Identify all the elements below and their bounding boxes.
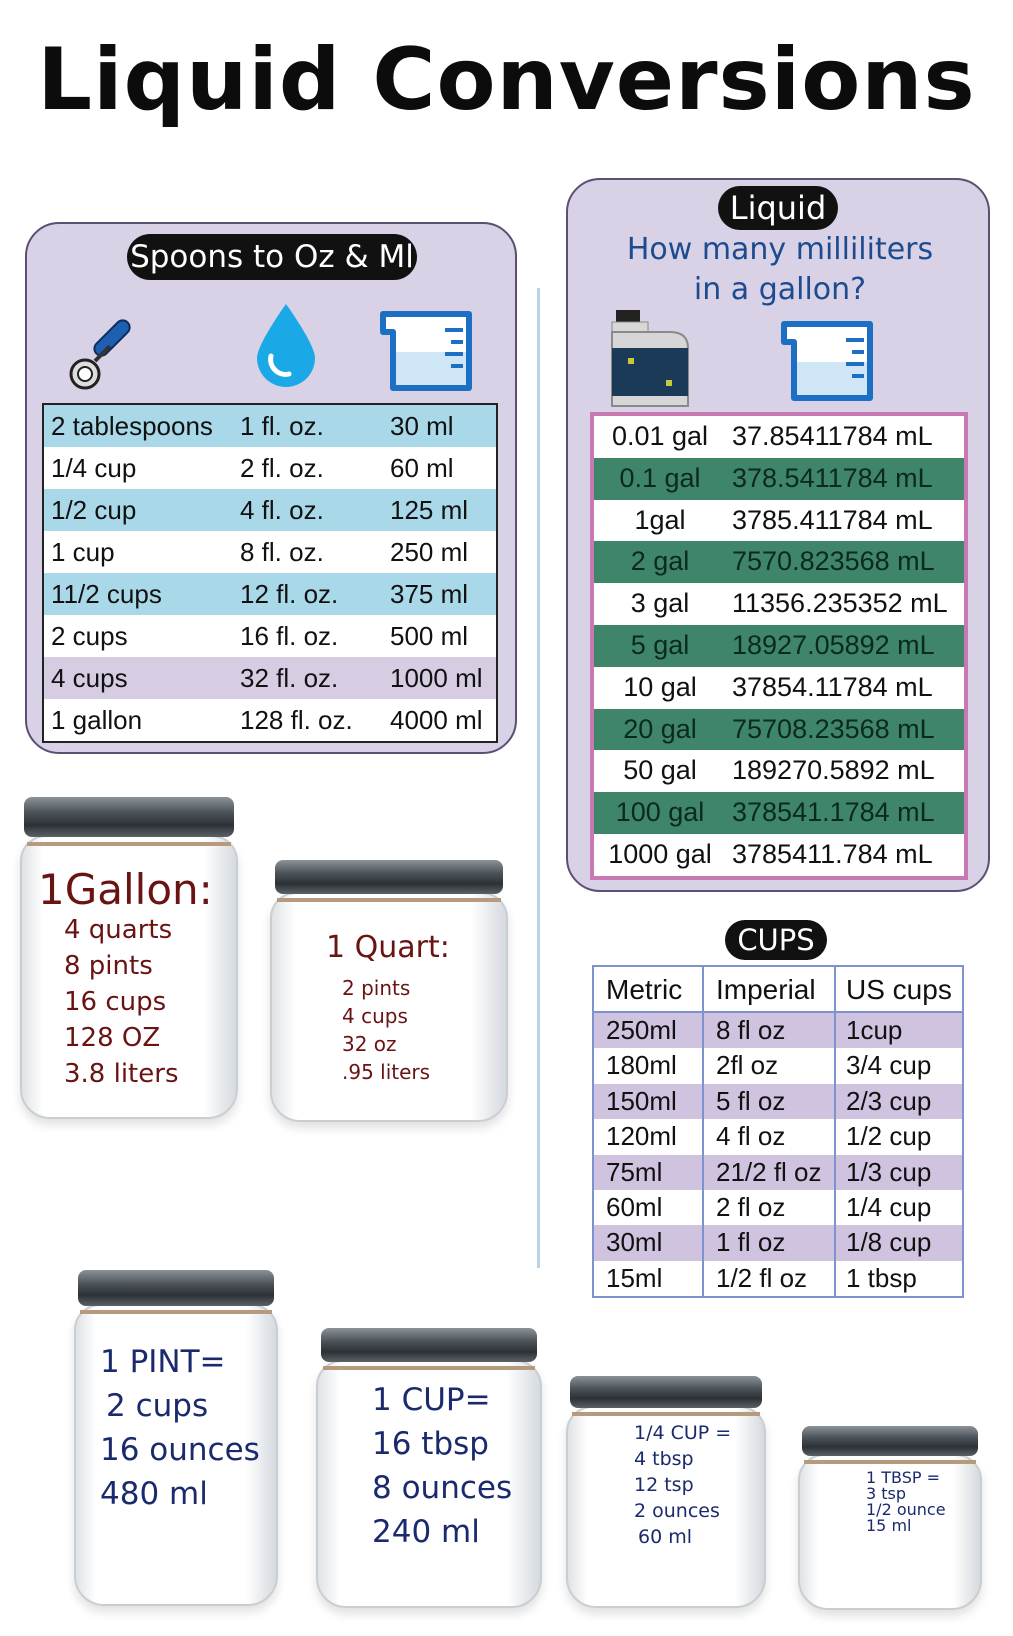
jug-icon (608, 306, 692, 415)
gallon-jar-heading: 1Gallon: (38, 865, 213, 914)
cups-table-header: Metric Imperial US cups (594, 967, 962, 1013)
table-row: 2 tablespoons 1 fl. oz. 30 ml (44, 405, 496, 447)
table-row: 60ml 2 fl oz 1/4 cup (594, 1190, 962, 1225)
jar-lid (275, 860, 504, 894)
quart-jar-heading: 1 Quart: (326, 930, 450, 965)
tbsp-jar-line: 3 tsp (866, 1484, 907, 1503)
table-row: 1 cup 8 fl. oz. 250 ml (44, 531, 496, 573)
table-row: 0.01 gal 37.85411784 mL (594, 416, 964, 458)
jar-lid (78, 1270, 274, 1306)
table-row: 0.1 gal 378.5411784 mL (594, 458, 964, 500)
jar-band (572, 1412, 760, 1416)
quarter-cup-jar (566, 1376, 766, 1608)
table-row: 1000 gal 3785411.784 mL (594, 834, 964, 876)
table-row: 5 gal 18927.05892 mL (594, 625, 964, 667)
spoons-conversion-panel (25, 222, 517, 754)
water-drop-icon (253, 302, 319, 393)
tbsp-jar-line: 1 TBSP = (866, 1468, 941, 1487)
gallon-jar (20, 797, 238, 1119)
cup-jar (316, 1328, 542, 1608)
measuring-cup-icon (776, 318, 876, 407)
pint-jar (74, 1270, 278, 1606)
cup-jar-line: 1 CUP= (372, 1382, 491, 1418)
measuring-cup-icon (375, 308, 475, 397)
table-row: 10 gal 37854.11784 mL (594, 667, 964, 709)
cups-heading: CUPS (725, 920, 827, 960)
jar-lid (24, 797, 233, 837)
table-row: 2 gal 7570.823568 mL (594, 541, 964, 583)
page-title: Liquid Conversions (37, 30, 976, 130)
table-row: 250ml 8 fl oz 1cup (594, 1013, 962, 1048)
quart-jar-line: .95 liters (342, 1060, 431, 1084)
gallon-jar-line: 16 cups (64, 987, 167, 1017)
cup-jar-line: 8 ounces (372, 1470, 513, 1506)
gallon-jar-line: 128 OZ (64, 1023, 161, 1053)
spoons-panel-heading: Spoons to Oz & Ml (127, 234, 417, 280)
jar-band (80, 1310, 272, 1314)
table-row: 75ml 21/2 fl oz 1/3 cup (594, 1155, 962, 1190)
tbsp-jar (798, 1426, 982, 1610)
table-row: 1 gallon 128 fl. oz. 4000 ml (44, 699, 496, 741)
table-row: 15ml 1/2 fl oz 1 tbsp (594, 1261, 962, 1296)
jar-lid (802, 1426, 979, 1456)
gallon-jar-line: 4 quarts (64, 915, 173, 945)
cup-jar-line: 240 ml (372, 1514, 480, 1550)
jar-band (804, 1460, 977, 1464)
jar-lid (570, 1376, 762, 1408)
quart-jar (270, 860, 508, 1122)
gallon-panel-heading: Liquid (718, 186, 838, 230)
table-row: 150ml 5 fl oz 2/3 cup (594, 1084, 962, 1119)
cup-jar-line: 16 tbsp (372, 1426, 489, 1462)
jar-band (277, 898, 501, 902)
table-row: 100 gal 378541.1784 mL (594, 792, 964, 834)
pint-jar-line: 480 ml (100, 1476, 208, 1512)
table-row: 120ml 4 fl oz 1/2 cup (594, 1119, 962, 1154)
table-row: 2 cups 16 fl. oz. 500 ml (44, 615, 496, 657)
table-row: 11/2 cups 12 fl. oz. 375 ml (44, 573, 496, 615)
gallon-table (590, 412, 968, 880)
pint-jar-line: 2 cups (106, 1388, 209, 1424)
quarter-cup-jar-line: 1/4 CUP = (634, 1422, 732, 1444)
quart-jar-line: 32 oz (342, 1032, 397, 1056)
jar-lid (321, 1328, 538, 1362)
tbsp-jar-line: 15 ml (866, 1516, 912, 1535)
jar-band (323, 1366, 535, 1370)
quarter-cup-jar-line: 60 ml (638, 1526, 693, 1548)
column-divider (537, 288, 540, 1268)
table-row: 50 gal 189270.5892 mL (594, 750, 964, 792)
quarter-cup-jar-line: 4 tbsp (634, 1448, 694, 1470)
table-row: 30ml 1 fl oz 1/8 cup (594, 1225, 962, 1260)
pint-jar-line: 1 PINT= (100, 1344, 226, 1380)
table-row: 180ml 2fl oz 3/4 cup (594, 1048, 962, 1083)
table-row: 1gal 3785.411784 mL (594, 500, 964, 542)
gallon-conversion-panel (566, 178, 990, 892)
table-row: 1/4 cup 2 fl. oz. 60 ml (44, 447, 496, 489)
quart-jar-line: 2 pints (342, 976, 411, 1000)
quarter-cup-jar-line: 12 tsp (634, 1474, 694, 1496)
jar-band (27, 842, 232, 846)
gallon-jar-line: 8 pints (64, 951, 153, 981)
spoon-icon (65, 306, 155, 401)
table-row: 3 gal 11356.235352 mL (594, 583, 964, 625)
gallon-jar-line: 3.8 liters (64, 1059, 179, 1089)
cups-table (592, 965, 964, 1298)
gallon-question-line2: in a gallon? (693, 272, 867, 307)
spoons-table (42, 403, 498, 743)
gallon-question-line1: How many milliliters (626, 232, 934, 267)
table-row: 1/2 cup 4 fl. oz. 125 ml (44, 489, 496, 531)
tbsp-jar-line: 1/2 ounce (866, 1500, 946, 1519)
pint-jar-line: 16 ounces (100, 1432, 260, 1468)
quarter-cup-jar-line: 2 ounces (634, 1500, 720, 1522)
table-row: 4 cups 32 fl. oz. 1000 ml (44, 657, 496, 699)
quart-jar-line: 4 cups (342, 1004, 408, 1028)
table-row: 20 gal 75708.23568 mL (594, 709, 964, 751)
